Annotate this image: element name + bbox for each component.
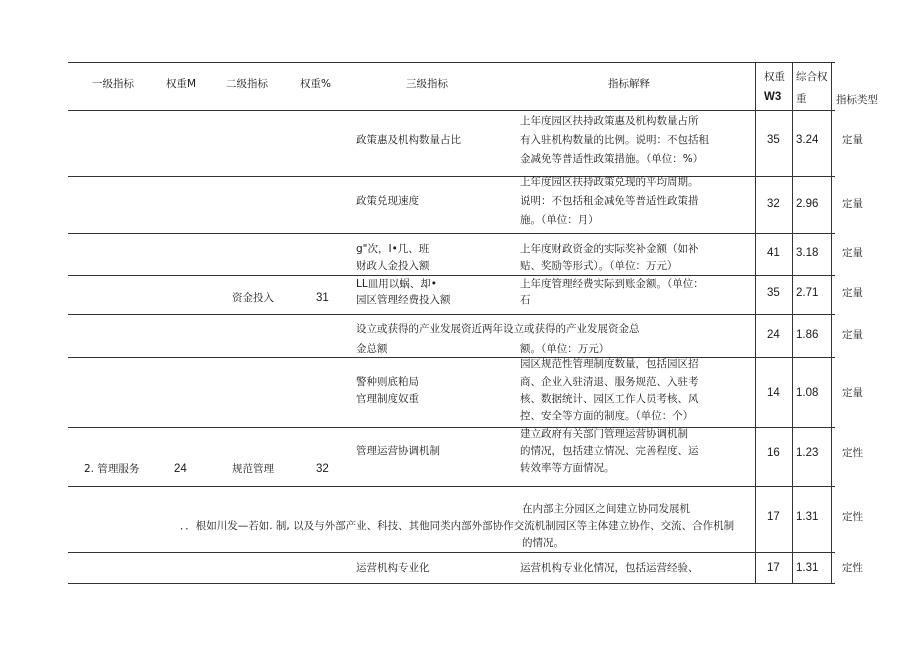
explanation-line: 在内部主分园区之间建立协同发展机 xyxy=(522,503,690,515)
header-bottom-border xyxy=(68,110,835,111)
combined-weight-value: 1.23 xyxy=(796,447,819,459)
weight-w3-value: 35 xyxy=(767,134,780,146)
combined-weight-value: 1.08 xyxy=(796,387,819,399)
table-bottom-border xyxy=(68,583,835,584)
explanation-line: 园区规范性管理制度数量，包括园区招 xyxy=(520,358,699,370)
level3-indicator: 管理运营协调机制 xyxy=(356,445,440,457)
row-divider xyxy=(68,314,835,315)
explanation-line: 金减免等普适性政策措施。（单位：%） xyxy=(520,153,704,165)
combined-weight-value: 1.31 xyxy=(796,562,819,574)
explanation-line: 上年度财政资金的实际奖补金额（如补 xyxy=(520,243,699,255)
level2-indicator: 规范管理 xyxy=(232,463,274,475)
weight-w3-value: 17 xyxy=(767,562,780,574)
header-weight-w3: 权重 xyxy=(764,71,785,83)
combined-weight-value: 3.18 xyxy=(796,247,819,259)
level2-indicator: 资金投入 xyxy=(232,292,274,304)
level3-indicator: 政策惠及机构数量占比 xyxy=(356,134,461,146)
weight-w3-value: 16 xyxy=(767,447,780,459)
level3-indicator: 运营机构专业化 xyxy=(356,562,430,574)
explanation-line: 建立政府有关部门管理运营协调机制 xyxy=(520,428,688,440)
column-divider xyxy=(792,62,793,583)
indicator-type: 定量 xyxy=(842,198,863,210)
indicator-type: 定量 xyxy=(842,387,863,399)
column-divider xyxy=(831,62,832,583)
row-divider xyxy=(68,233,835,234)
level2-weight: 31 xyxy=(316,292,329,304)
row-divider xyxy=(68,427,835,428)
explanation-line: 核、数据统计、园区工作人员考核、风 xyxy=(520,393,699,405)
indicator-type: 定量 xyxy=(842,134,863,146)
header-weight-m: 权重M xyxy=(166,78,197,90)
level1-weight: 24 xyxy=(174,463,187,475)
explanation-line: 有入驻机构数量的比例。说明：不包括租 xyxy=(520,134,709,146)
weight-w3-value: 41 xyxy=(767,247,780,259)
header-combined-weight: 综合权 xyxy=(796,71,828,83)
level3-indicator-line2: 官理制度奴重 xyxy=(356,393,419,405)
row-divider xyxy=(68,275,835,276)
combined-weight-value: 1.86 xyxy=(796,329,819,341)
header-weight-percent: 权重% xyxy=(300,78,331,90)
weight-w3-value: 32 xyxy=(767,198,780,210)
level3-indicator: 设立或获得的产业发展资近两年设立或获得的产业发展资金总 xyxy=(356,323,640,335)
level3-indicator-line2: 金总额 xyxy=(356,343,388,355)
header-weight-w3-label: W3 xyxy=(764,91,782,103)
explanation-line: 石 xyxy=(520,294,531,306)
explanation-line: 说明：不包括租金减免等普适性政策措 xyxy=(520,195,699,207)
row-divider xyxy=(68,176,835,177)
weight-w3-value: 35 xyxy=(767,287,780,299)
column-divider xyxy=(755,62,756,583)
header-level2-indicator: 二级指标 xyxy=(226,78,268,90)
explanation-line: 运营机构专业化情况，包括运营经验、 xyxy=(520,562,699,574)
table-top-border xyxy=(68,62,835,63)
indicator-type: 定性 xyxy=(842,562,863,574)
row-divider xyxy=(68,357,835,358)
weight-w3-value: 14 xyxy=(767,387,780,399)
weight-w3-value: 24 xyxy=(767,329,780,341)
explanation-line: 施。（单位：月） xyxy=(520,214,599,226)
header-level1-indicator: 一级指标 xyxy=(92,78,134,90)
indicator-type: 定量 xyxy=(842,287,863,299)
indicator-type: 定量 xyxy=(842,329,863,341)
combined-weight-value: 2.71 xyxy=(796,287,819,299)
level3-indicator-line2: 财政人金投入额 xyxy=(356,260,430,272)
indicator-type: 定量 xyxy=(842,247,863,259)
explanation-line: 贴、奖励等形式）。（单位：万元） xyxy=(520,260,678,272)
explanation-line: 的情况，包括建立情况、完善程度、运 xyxy=(520,445,699,457)
explanation-line: 转效率等方面情况。 xyxy=(520,462,615,474)
header-indicator-type: 指标类型 xyxy=(836,94,878,106)
explanation-line: 上年度管理经费实际到账金额。（单位： xyxy=(520,278,704,290)
explanation-line: 额。（单位：万元） xyxy=(520,343,610,355)
level3-indicator: 警种则底粕局 xyxy=(356,376,419,388)
header-level3-indicator: 三级指标 xyxy=(406,78,448,90)
row-divider xyxy=(68,552,835,553)
combined-weight-value: 1.31 xyxy=(796,511,819,523)
explanation-line: 的情况。 xyxy=(522,537,564,549)
indicator-type: 定性 xyxy=(842,511,863,523)
level3-indicator: ．．根如川发—若如. 制, 以及与外部产业、科技、其他同类内部外部协作交流机制园区等主体建立协作、交流、合作机制 xyxy=(180,520,735,532)
level2-weight: 32 xyxy=(316,463,329,475)
level3-indicator-line2: 园区管理经费投入额 xyxy=(356,294,451,306)
explanation-line: 商、企业入驻清退、服务规范、入驻考 xyxy=(520,376,699,388)
level3-indicator: LL皿用以蜗、却• xyxy=(356,278,437,290)
level3-indicator: 政策兑现速度 xyxy=(356,195,419,207)
explanation-line: 控、安全等方面的制度。（单位：个） xyxy=(520,410,694,422)
level1-indicator: 2. 管理服务 xyxy=(84,463,140,475)
explanation-line: 上年度园区扶持政策惠及机构数量占所 xyxy=(520,115,699,127)
combined-weight-value: 3.24 xyxy=(796,134,819,146)
weight-w3-value: 17 xyxy=(767,511,780,523)
header-indicator-explanation: 指标解释 xyxy=(608,78,650,90)
indicator-type: 定性 xyxy=(842,447,863,459)
combined-weight-value: 2.96 xyxy=(796,198,819,210)
explanation-line: 上年度园区扶持政策兑现的平均周期。 xyxy=(520,176,699,188)
level3-indicator: g"次，I•几、班 xyxy=(356,243,430,255)
row-divider xyxy=(68,486,835,487)
header-combined-weight-line2: 重 xyxy=(796,93,807,105)
